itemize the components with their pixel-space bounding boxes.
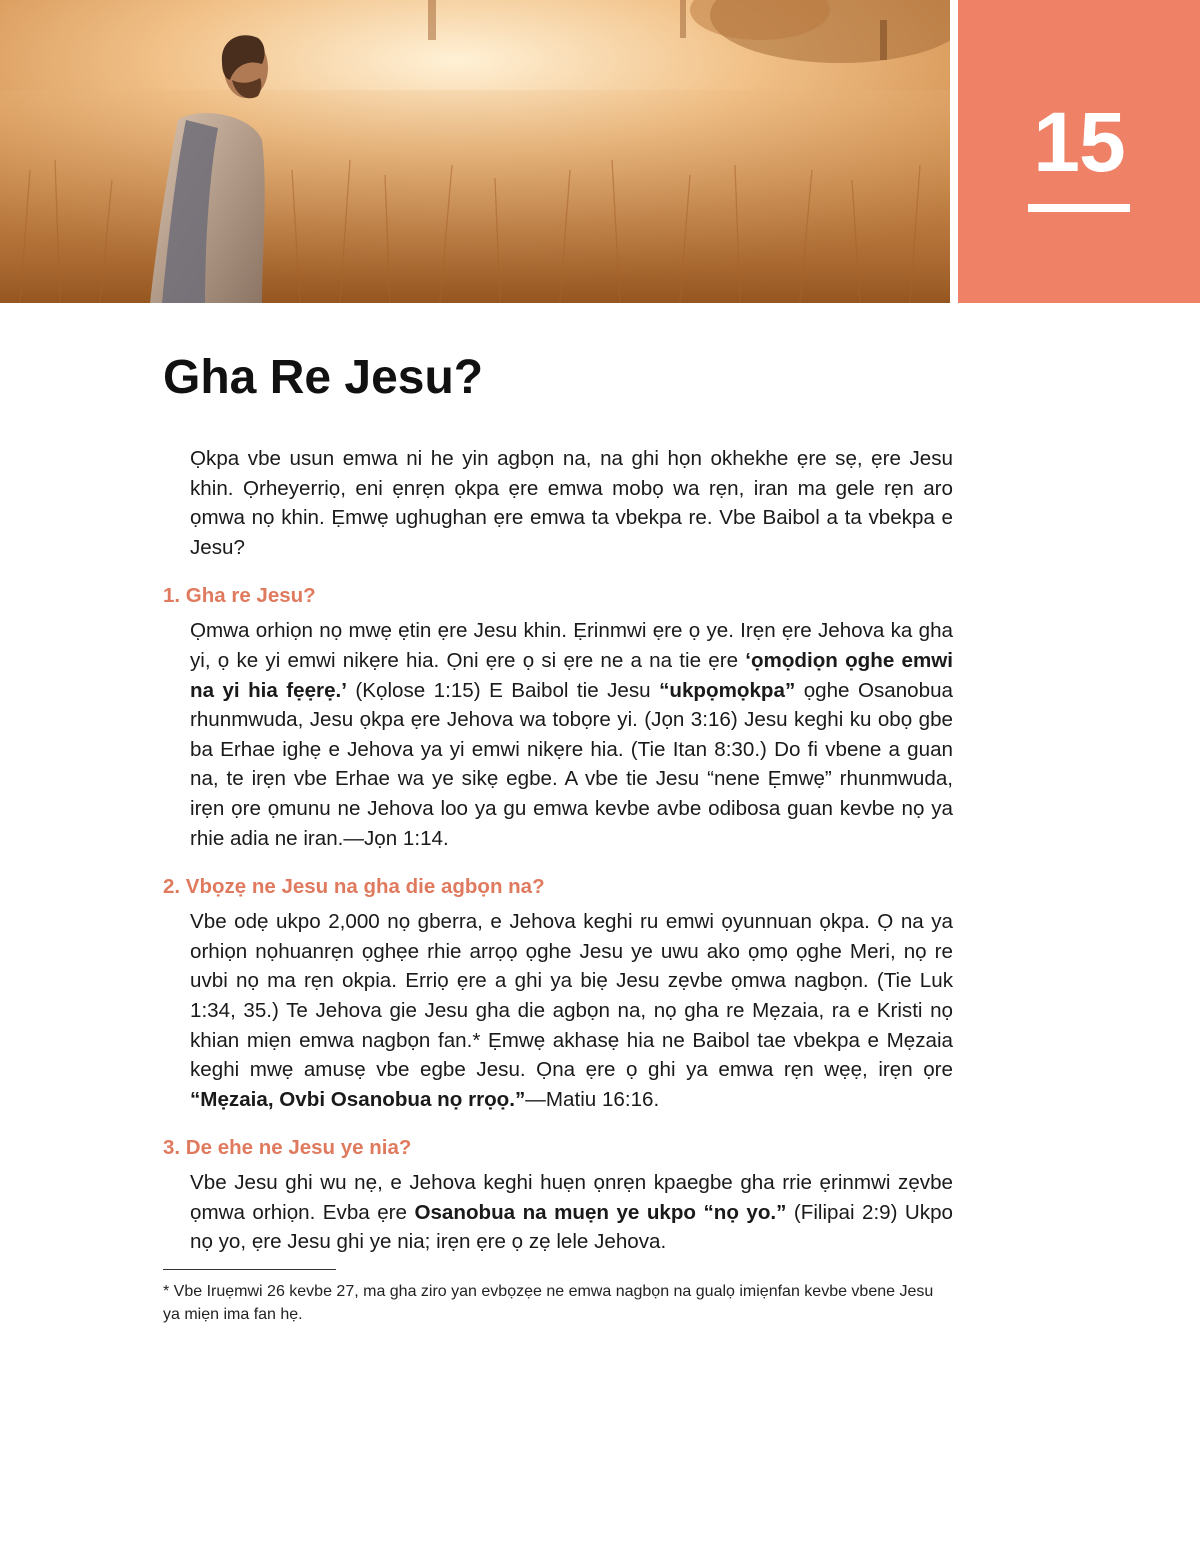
- bold-phrase: Osanobua na muẹn ye ukpo “nọ yo.”: [414, 1200, 787, 1224]
- chapter-number: 15: [1033, 95, 1125, 189]
- footnote: * Vbe Iruẹmwi 26 kevbe 27, ma gha ziro yan evbọzẹe ne emwa nagbọn na gualọ imiẹnfan kevbe vbene Jesu ya miẹn ima fan hẹ.: [163, 1283, 934, 1324]
- page-title: Gha Re Jesu?: [163, 351, 484, 404]
- answer-2-paragraph: Vbe odẹ ukpo 2,000 nọ gberra, e Jehova keghi ru emwi ọyunnuan ọkpa. Ọ na ya orhiọn nọhuanrẹn ọghẹe rhie arrọọ ọghe Jesu ye uwu ako ọmọ ọghe Meri, nọ re uvbi nọ ma rẹn okpia. Erriọ ẹre a ghi ya biẹ Jesu zẹvbe ọmwa nagbọn. (Tie Luk 1:34, 35.) Te Jehova gie Jesu gha die agbọn na, nọ gha re Mẹzaia, ra e Kristi nọ khian miẹn emwa nagbọn fan.* Ẹmwẹ akhasẹ hia ne Baibol tae vbekpa e Mẹzaia keghi mwẹ amusẹ vbe egbe Jesu. Ọna ẹre ọ ghi ya emwa rẹn wẹẹ, irẹn ọre “Mẹzaia, Ovbi Osanobua nọ rrọọ.”—Matiu 16:16.: [190, 910, 953, 1111]
- bold-phrase: “Mẹzaia, Ovbi Osanobua nọ rrọọ.”: [190, 1087, 526, 1111]
- answer-3-paragraph: Vbe Jesu ghi wu nẹ, e Jehova keghi huẹn ọnrẹn kpaegbe gha rrie ẹrinmwi zẹvbe ọmwa orhiọn. Evba ẹre Osanobua na muẹn ye ukpo “nọ yo.” (Filipai 2:9) Ukpo nọ yo, ẹre Jesu ghi ye nia; irẹn ẹre ọ zẹ lele Jehova.: [190, 1171, 954, 1254]
- field-photo: [0, 0, 950, 303]
- hero-image: [0, 0, 950, 303]
- question-3-heading: 3. De ehe ne Jesu ye nia?: [163, 1136, 412, 1160]
- bold-phrase: “ukpọmọkpa”: [659, 678, 796, 702]
- chapter-badge: [958, 0, 1200, 303]
- bold-phrase: ‘ọmọdiọn ọghe emwi na yi hia fẹẹrẹ.’: [190, 648, 953, 702]
- question-2-heading: 2. Vbọzẹ ne Jesu na gha die agbọn na?: [163, 875, 545, 899]
- answer-1-paragraph: Ọmwa orhiọn nọ mwẹ ẹtin ẹre Jesu khin. Ẹrinmwi ẹre ọ ye. Irẹn ẹre Jehova ka gha yi, ọ ke yi emwi nikẹre hia. Ọni ẹre ọ si ẹre ne a na tie ẹre ‘ọmọdiọn ọghe emwi na yi hia fẹẹrẹ.’ (Kọlose 1:15) E Baibol tie Jesu “ukpọmọkpa” ọghe Osanobua rhunmwuda, Jesu ọkpa ẹre Jehova wa tobọre yi. (Jọn 3:16) Jesu keghi ku obọ gbe ba Erhae ighẹ e Jehova ya yi emwi nikẹre hia. (Tie Itan 8:30.) Do fi vbene a guan na, te irẹn vbe Erhae wa ye sikẹ egbe. A vbe tie Jesu “nene Ẹmwẹ” rhunmwuda, irẹn ọre ọmunu ne Jehova loo ya gu emwa kevbe avbe odibosa guan kevbe nọ ya rhie adia ne iran.—Jọn 1:14.: [190, 619, 953, 850]
- chapter-underline: [1028, 204, 1130, 212]
- article-body: [163, 444, 953, 1326]
- intro-paragraph: Ọkpa vbe usun emwa ni he yin agbọn na, na ghi họn okhekhe ẹre sẹ, ẹre Jesu khin. Ọrheyerriọ, eni ẹnrẹn ọkpa ẹre emwa mobọ wa rẹn, iran ma gele rẹn aro ọmwa nọ khin. Ẹmwẹ ughughan ẹre emwa ta vbekpa re. Vbe Baibol a ta vbekpa e Jesu?: [190, 447, 953, 559]
- question-1-heading: 1. Gha re Jesu?: [163, 584, 316, 608]
- footnote-divider: [163, 1269, 336, 1270]
